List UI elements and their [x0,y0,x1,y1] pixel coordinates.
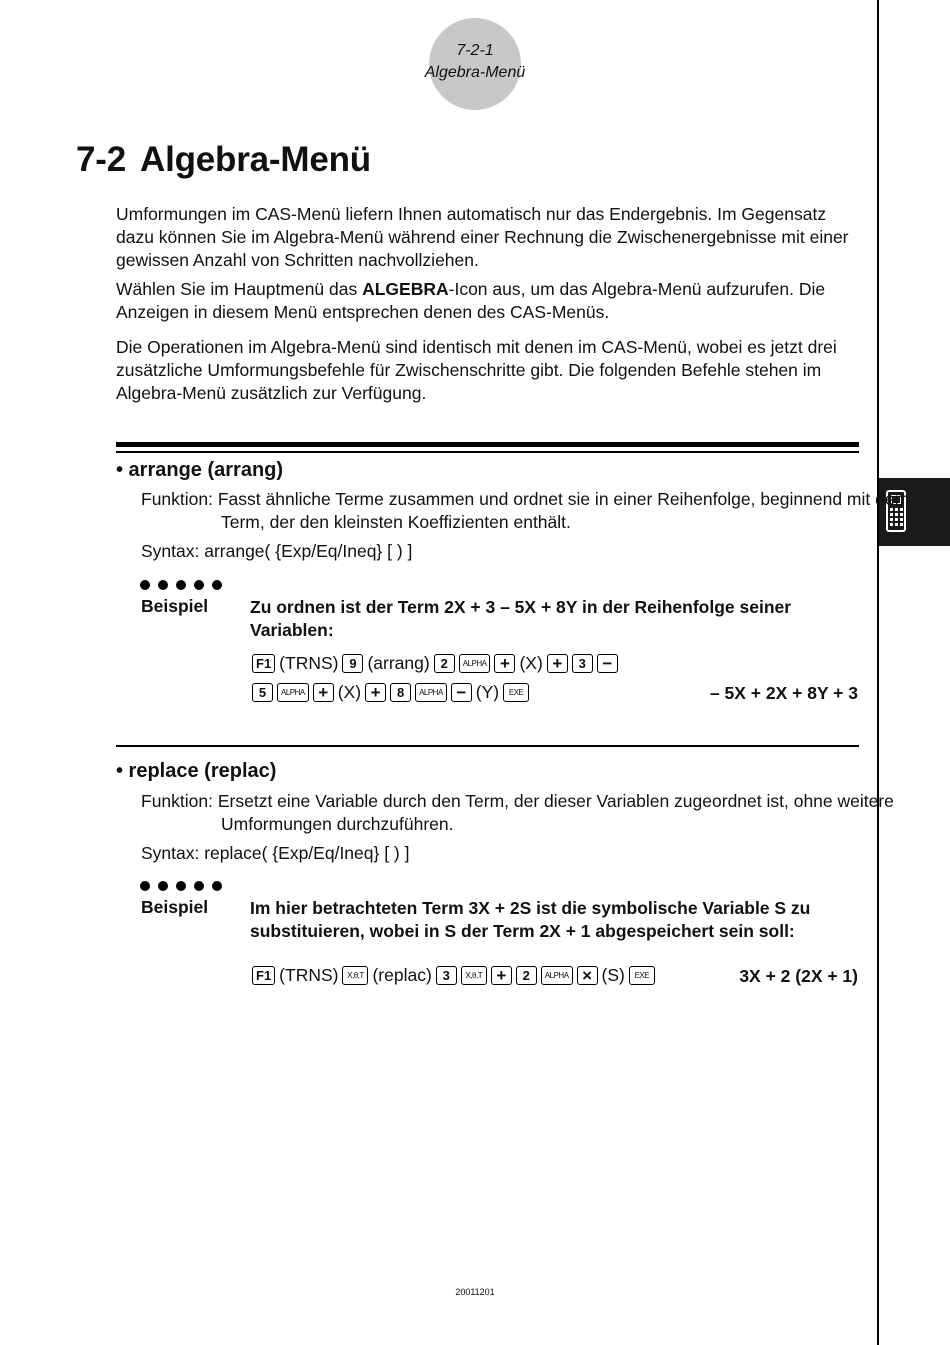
digit-key: 5 [252,683,273,702]
x-theta-t-key: X,θ,T [461,966,487,985]
example-description: Im hier betrachteten Term 3X + 2S ist die symbolische Variable S zu substituieren, wobei in S der Term 2X + 1 abgespeichert sein soll: [250,898,811,941]
minus-key: − [451,683,472,702]
digit-key: 2 [434,654,455,673]
command-heading-arrange: • arrange (arrang) [116,459,284,481]
key-label: (X) [519,653,543,673]
example-dots [140,580,222,590]
intro-paragraph-3: Die Operationen im Algebra-Menü sind identisch mit denen im CAS-Menü, wobei es jetzt drei zusätzliche Umformungsbefehle für Zwischenschritte gibt. Die folgenden Befehle stehen im Algebra-Menü zusätzlich zur Verfügung. [116,337,837,403]
f1-key: F1 [252,966,275,985]
digit-key: 2 [516,966,537,985]
keystroke-line [252,682,533,703]
digit-key: 3 [436,966,457,985]
plus-key: + [494,654,515,673]
minus-key: − [597,654,618,673]
alpha-key: ALPHA [415,683,447,702]
example-description: Zu ordnen ist der Term 2X + 3 – 5X + 8Y in der Reihenfolge seiner Variablen: [250,597,792,640]
plus-key: + [547,654,568,673]
example-label: Beispiel [141,596,209,616]
multiply-key: × [577,966,598,985]
key-label: (Y) [475,682,500,702]
digit-key: 8 [390,683,411,702]
x-theta-t-key: X,θ,T [342,966,368,985]
arrange-syntax: Syntax: arrange( {Exp/Eq/Ineq} [ ) ] [141,541,413,561]
footer-code: 20011201 [455,1287,495,1297]
title-text: Algebra-Menü [140,140,371,179]
plus-key: + [365,683,386,702]
command-heading-replace: • replace (replac) [116,760,277,782]
intro-paragraph-1: Umformungen im CAS-Menü liefern Ihnen automatisch nur das Endergebnis. Im Gegensatz dazu können Sie im Algebra-Menü während einer Rechnung die Zwischenergebnisse mit einer gewissen Anzahl von Schritten nachvollziehen. [116,204,849,270]
alpha-key: ALPHA [459,654,491,673]
keystroke-line [252,653,622,674]
replace-syntax: Syntax: replace( {Exp/Eq/Ineq} [ ) ] [141,843,410,863]
plus-key: + [313,683,334,702]
replace-function: Funktion: Ersetzt eine Variable durch den Term, der dieser Variablen zugeordnet ist, ohne weitere Umformungen durchzuführen. [141,791,894,834]
page-title [76,140,371,180]
key-label: (X) [337,682,362,702]
key-label: (TRNS) [279,653,339,673]
key-label: (replac) [372,965,432,985]
arrange-function: Funktion: Fasst ähnliche Terme zusammen und ordnet sie in einer Reihenfolge, beginnend mit dem Term, der den kleinsten Koeffizienten enthält. [141,489,910,532]
alpha-key: ALPHA [541,966,573,985]
example-result: – 5X + 2X + 8Y + 3 [709,683,858,703]
f1-key: F1 [252,654,275,673]
plus-key: + [491,966,512,985]
page-number: 7-2-1 [456,42,494,59]
key-label: (arrang) [367,653,430,673]
example-result: 3X + 2 (2X + 1) [739,966,858,986]
keystroke-line [252,965,659,986]
algebra-keyword: ALGEBRA [362,279,449,299]
key-label: (TRNS) [279,965,339,985]
exe-key: EXE [629,966,655,985]
title-number: 7-2 [76,140,126,179]
key-label: (S) [601,965,625,985]
digit-key: 3 [572,654,593,673]
example-label: Beispiel [141,897,209,917]
section-divider-thin [116,451,859,453]
alpha-key: ALPHA [277,683,309,702]
section-name: Algebra-Menü [424,64,526,81]
exe-key: EXE [503,683,529,702]
intro-paragraph-2: Wählen Sie im Hauptmenü das ALGEBRA-Icon aus, um das Algebra-Menü aufzurufen. Die Anzeigen in diesem Menü entsprechen denen des CAS-Menüs. [116,279,826,322]
example-dots [140,881,222,891]
section-divider-thick [116,442,859,447]
section-divider [116,745,859,747]
margin-rule [877,0,879,1345]
digit-key: 9 [342,654,363,673]
